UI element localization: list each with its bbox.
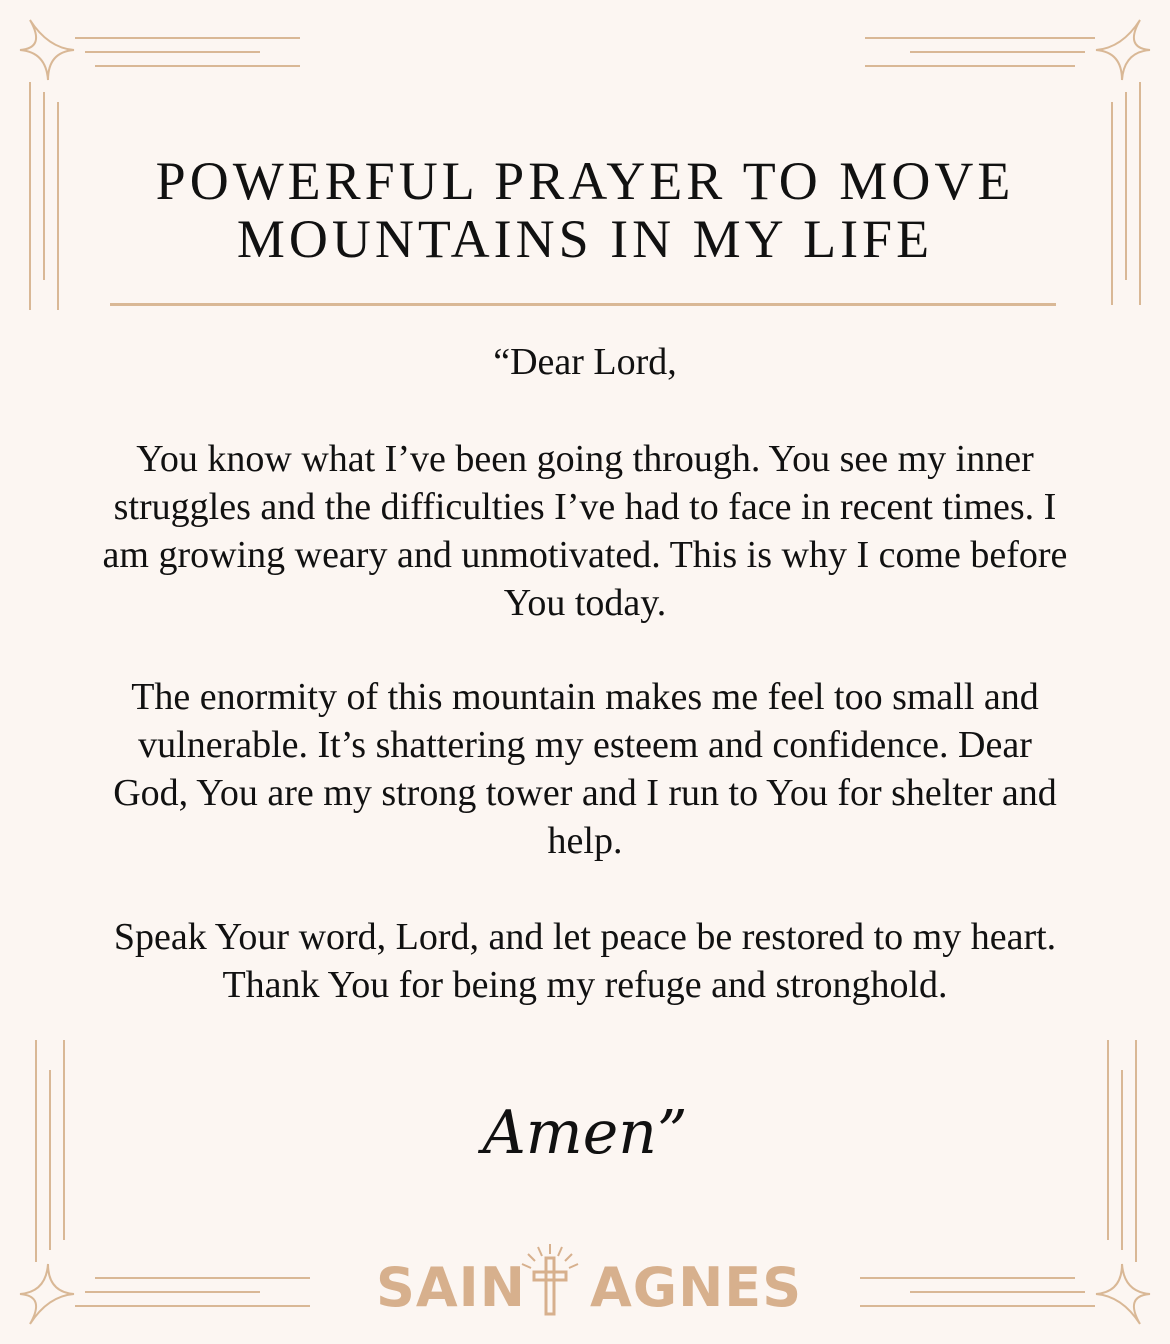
corner-bottom-right [860, 1040, 1150, 1324]
prayer-paragraph-3: Speak Your word, Lord, and let peace be restored to my heart. Thank You for being my refuge and stronghold. [113, 916, 1057, 1006]
brand-name-right: AGNES [590, 1256, 803, 1319]
cross-icon [512, 1240, 588, 1320]
title-line-1: POWERFUL PRAYER TO MOVE [155, 151, 1015, 211]
page-title [110, 152, 1060, 268]
prayer-paragraph-2: The enormity of this mountain makes me feel too small and vulnerable. It’s shattering my esteem and confidence. Dear God, You are my strong tower and I run to You for shelter and help. [113, 676, 1057, 862]
title-line-2: MOUNTAINS IN MY LIFE [236, 209, 934, 269]
prayer-salutation: “Dear Lord, [493, 341, 677, 383]
brand-logo [370, 1240, 803, 1320]
title-divider [110, 303, 1056, 306]
prayer-closing: Amen” [482, 1098, 688, 1168]
prayer-paragraph-1: You know what I’ve been going through. You see my inner struggles and the difficulties I’ve had to face in recent times. I am growing weary and unmotivated. This is why I come before You today. [102, 438, 1068, 624]
corner-bottom-left [20, 1040, 310, 1324]
brand-name-left: SAIN [376, 1256, 526, 1319]
